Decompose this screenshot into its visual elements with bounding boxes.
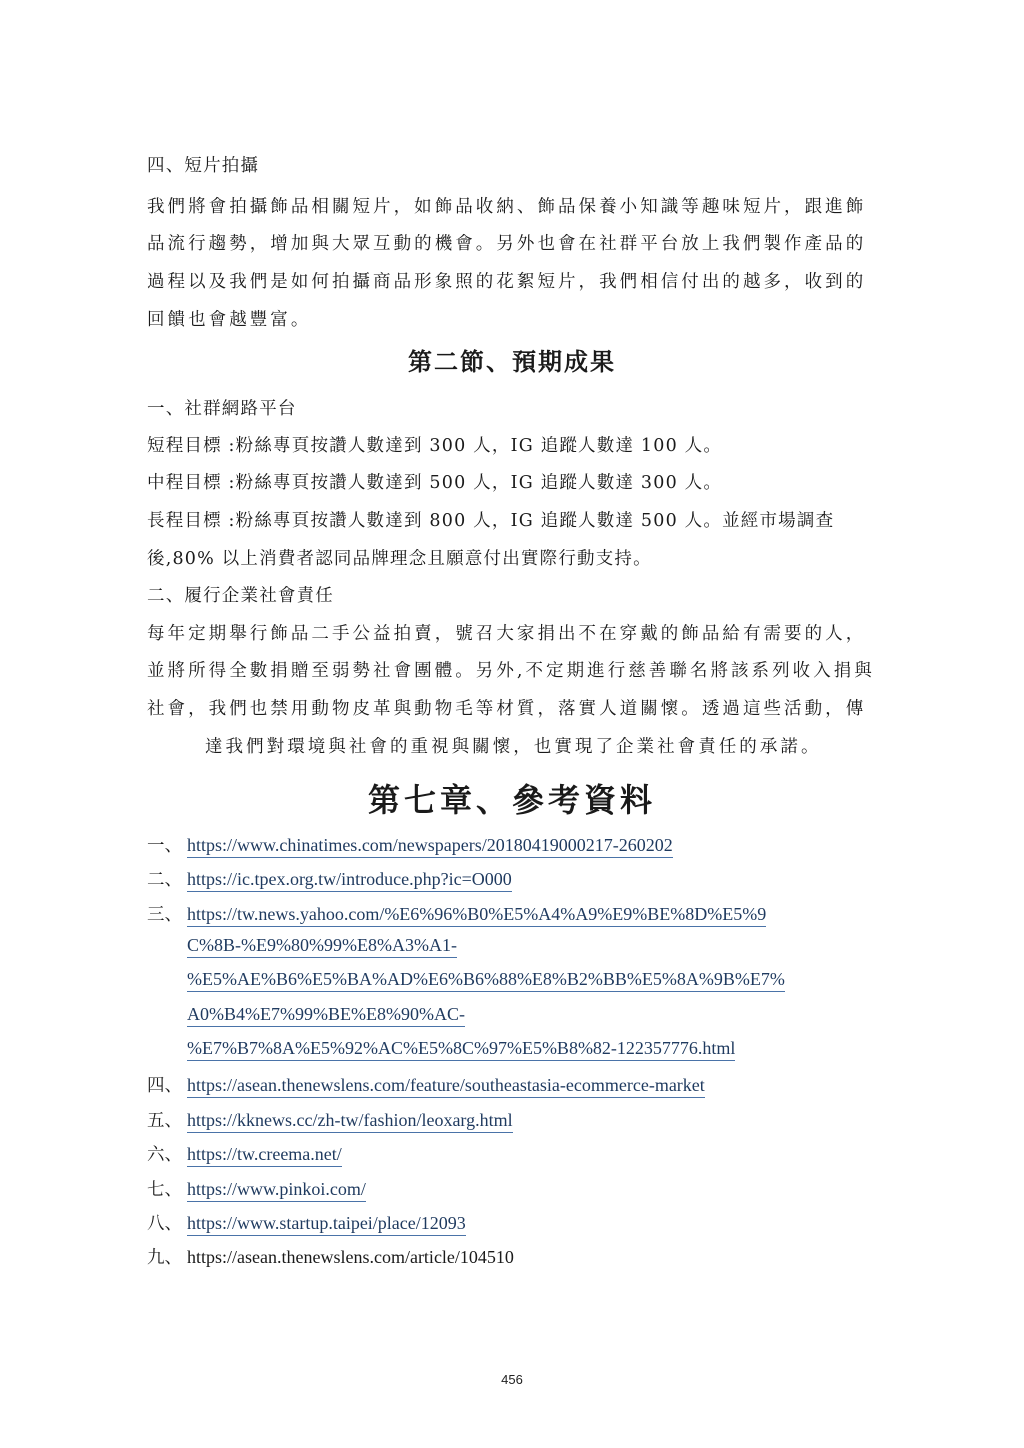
reference-number: 四、 <box>147 1076 182 1096</box>
reference-link[interactable]: https://tw.news.yahoo.com/%E6%96%B0%E5%A4%A9%E9%BE%8D%E5%9 <box>187 904 766 927</box>
chapter-title-references: 第七章、參考資料 <box>367 781 656 819</box>
reference-link[interactable]: https://www.chinatimes.com/newspapers/20180419000217-260202 <box>187 835 673 858</box>
csr-line: 每年定期舉行飾品二手公益拍賣，號召大家捐出不在穿戴的飾品給有需要的人， <box>147 624 867 644</box>
subheading-csr: 二、履行企業社會責任 <box>147 586 334 606</box>
reference-link[interactable]: A0%B4%E7%99%BE%E8%90%AC- <box>187 1004 465 1027</box>
reference-item <box>147 1176 366 1201</box>
reference-link-continuation <box>187 935 457 956</box>
paragraph-line: 過程以及我們是如何拍攝商品形象照的花絮短片，我們相信付出的越多，收到的 <box>147 272 867 292</box>
reference-link[interactable]: https://www.startup.taipei/place/12093 <box>187 1213 466 1236</box>
goal-line: 中程目標 :粉絲專頁按讚人數達到 500 人，IG 追蹤人數達 300 人。 <box>147 473 723 493</box>
reference-number: 八、 <box>147 1214 182 1234</box>
reference-item <box>147 901 766 926</box>
reference-item <box>147 1210 466 1235</box>
reference-link[interactable]: https://tw.creema.net/ <box>187 1144 342 1167</box>
reference-text: https://asean.thenewslens.com/article/104510 <box>187 1247 514 1267</box>
reference-link-continuation <box>187 1038 735 1059</box>
csr-line: 社會，我們也禁用動物皮革與動物毛等材質，落實人道關懷。透過這些活動，傳 <box>147 699 867 719</box>
reference-item <box>147 1107 513 1132</box>
reference-number: 七、 <box>147 1180 182 1200</box>
goal-line: 後,80% 以上消費者認同品牌理念且願意付出實際行動支持。 <box>147 549 652 569</box>
section-title-expected-results: 第二節、預期成果 <box>408 347 616 376</box>
paragraph-line: 回饋也會越豐富。 <box>147 310 312 330</box>
reference-item <box>147 1072 705 1097</box>
csr-line: 達我們對環境與社會的重視與關懷，也實現了企業社會責任的承諾。 <box>205 737 822 757</box>
reference-number: 一、 <box>147 836 182 856</box>
reference-link[interactable]: https://ic.tpex.org.tw/introduce.php?ic=O000 <box>187 869 512 892</box>
reference-link-continuation <box>187 969 785 990</box>
page-number: 456 <box>501 1372 523 1387</box>
reference-number: 九、 <box>147 1248 182 1268</box>
reference-link-continuation <box>187 1004 465 1025</box>
reference-link[interactable]: %E5%AE%B6%E5%BA%AD%E6%B6%88%E8%B2%BB%E5%8A%9B%E7% <box>187 969 785 992</box>
reference-item <box>147 832 673 857</box>
reference-item <box>147 1141 342 1166</box>
paragraph-line: 我們將會拍攝飾品相關短片，如飾品收納、飾品保養小知識等趣味短片，跟進飾 <box>147 197 867 217</box>
csr-line: 並將所得全數捐贈至弱勢社會團體。另外,不定期進行慈善聯名將該系列收入捐與 <box>147 661 875 681</box>
reference-number: 三、 <box>147 905 182 925</box>
reference-link[interactable]: https://www.pinkoi.com/ <box>187 1179 366 1202</box>
reference-link[interactable]: %E7%B7%8A%E5%92%AC%E5%8C%97%E5%B8%82-122357776.html <box>187 1038 735 1061</box>
section-heading-short-video: 四、短片拍攝 <box>147 156 260 176</box>
reference-link[interactable]: https://asean.thenewslens.com/feature/southeastasia-ecommerce-market <box>187 1075 705 1098</box>
reference-number: 二、 <box>147 870 182 890</box>
goal-line: 短程目標 :粉絲專頁按讚人數達到 300 人，IG 追蹤人數達 100 人。 <box>147 436 723 456</box>
reference-item <box>147 866 512 891</box>
reference-link[interactable]: https://kknews.cc/zh-tw/fashion/leoxarg.html <box>187 1110 513 1133</box>
reference-item <box>147 1244 514 1269</box>
reference-number: 五、 <box>147 1111 182 1131</box>
paragraph-line: 品流行趨勢，增加與大眾互動的機會。另外也會在社群平台放上我們製作產品的 <box>147 234 867 254</box>
reference-number: 六、 <box>147 1145 182 1165</box>
subheading-social-platform: 一、社群網路平台 <box>147 399 297 419</box>
goal-line: 長程目標 :粉絲專頁按讚人數達到 800 人，IG 追蹤人數達 500 人。並經市場調查 <box>147 511 835 531</box>
reference-link[interactable]: C%8B-%E9%80%99%E8%A3%A1- <box>187 935 457 958</box>
